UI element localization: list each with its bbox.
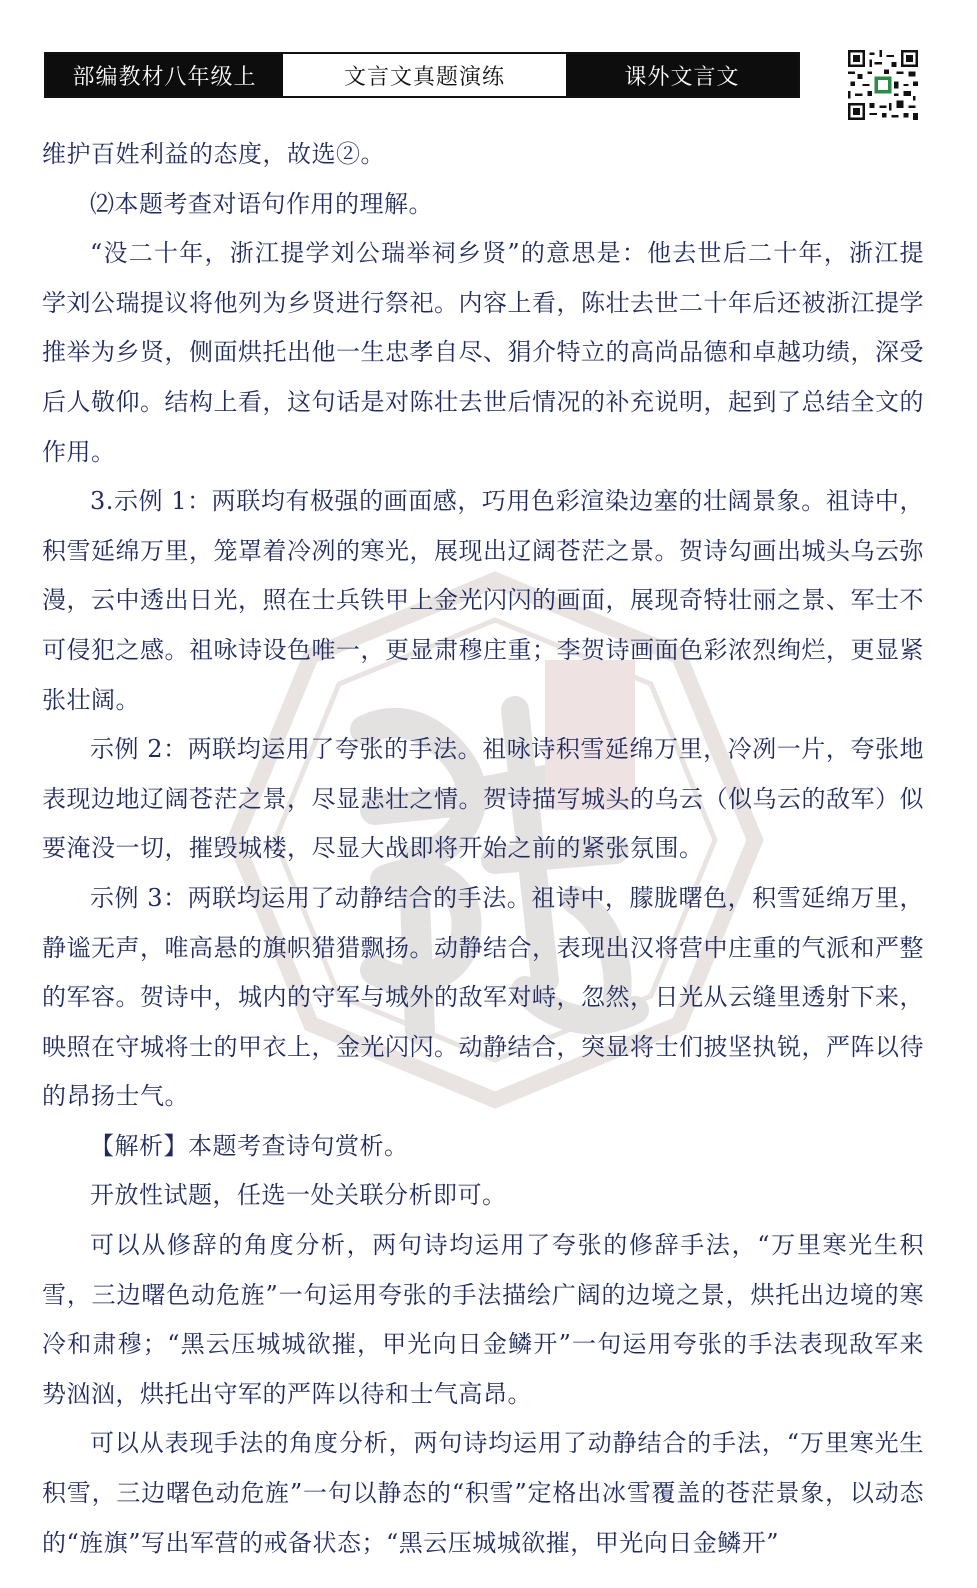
- paragraph: 示例 3：两联均运用了动静结合的手法。祖诗中，朦胧曙色，积雪延绵万里，静谧无声，唯高悬的旗帜猎猎飘扬。动静结合，表现出汉将营中庄重的气派和严整的军容。贺诗中，城内的守军与城外的敌军对峙，忽然，日光从云缝里透射下来，映照在守城将士的甲衣上，金光闪闪。动静结合，突显将士们披坚执锐，严阵以待的昂扬士气。: [42, 883, 924, 1111]
- paragraph: 【解析】本题考查诗句赏析。: [90, 1131, 409, 1160]
- header-section-title: 文言文真题演练: [283, 54, 566, 96]
- paragraph: 可以从修辞的角度分析，两句诗均运用了夸张的修辞手法，“万里寒光生积雪，三边曙色动危旌”一句运用夸张的手法描绘广阔的边境之景，烘托出边境的寒冷和肃穆；“黑云压城城欲摧，甲光向日金鳞开”一句运用夸张的手法表现敌军来势汹汹，烘托出守军的严阵以待和士气高昂。: [42, 1231, 924, 1408]
- qr-code-icon[interactable]: [848, 50, 918, 120]
- header-bar: [44, 52, 800, 98]
- paragraph: 维护百姓利益的态度，故选②。: [42, 140, 385, 168]
- paragraph: ⑵本题考查对语句作用的理解。: [90, 189, 433, 218]
- paragraph: 示例 2：两联均运用了夸张的手法。祖咏诗积雪延绵万里，冷冽一片，夸张地表现边地辽阔苍茫之景，尽显悲壮之情。贺诗描写城头的乌云（似乌云的敌军）似要淹没一切，摧毁城楼，尽显大战即将开始之前的紧张氛围。: [42, 735, 924, 863]
- paragraph: 可以从表现手法的角度分析，两句诗均运用了动静结合的手法，“万里寒光生积雪，三边曙色动危旌”一句以静态的“积雪”定格出冰雪覆盖的苍茫景象，以动态的“旌旗”写出军营的戒备状态；“黑云压城城欲摧，甲光向日金鳞开”: [42, 1429, 924, 1557]
- paragraph: 3.示例 1：两联均有极强的画面感，巧用色彩渲染边塞的壮阔景象。祖诗中，积雪延绵万里，笼罩着冷冽的寒光，展现出辽阔苍茫之景。贺诗勾画出城头乌云弥漫，云中透出日光，照在士兵铁甲上金光闪闪的画面，展现奇特壮丽之景、军士不可侵犯之感。祖咏诗设色唯一，更显肃穆庄重；李贺诗画面色彩浓烈绚烂，更显紧张壮阔。: [42, 487, 924, 714]
- header-category-label: 课外文言文: [566, 54, 798, 96]
- header-textbook-label: 部编教材八年级上: [46, 54, 283, 96]
- answer-content: [42, 130, 924, 1568]
- paragraph: 开放性试题，任选一处关联分析即可。: [90, 1181, 507, 1210]
- paragraph: “没二十年，浙江提学刘公瑞举祠乡贤”的意思是：他去世后二十年，浙江提学刘公瑞提议将他列为乡贤进行祭祀。内容上看，陈壮去世二十年后还被浙江提学推举为乡贤，侧面烘托出他一生忠孝自尽、狷介特立的高尚品德和卓越功绩，深受后人敬仰。结构上看，这句话是对陈壮去世后情况的补充说明，起到了总结全文的作用。: [42, 239, 924, 466]
